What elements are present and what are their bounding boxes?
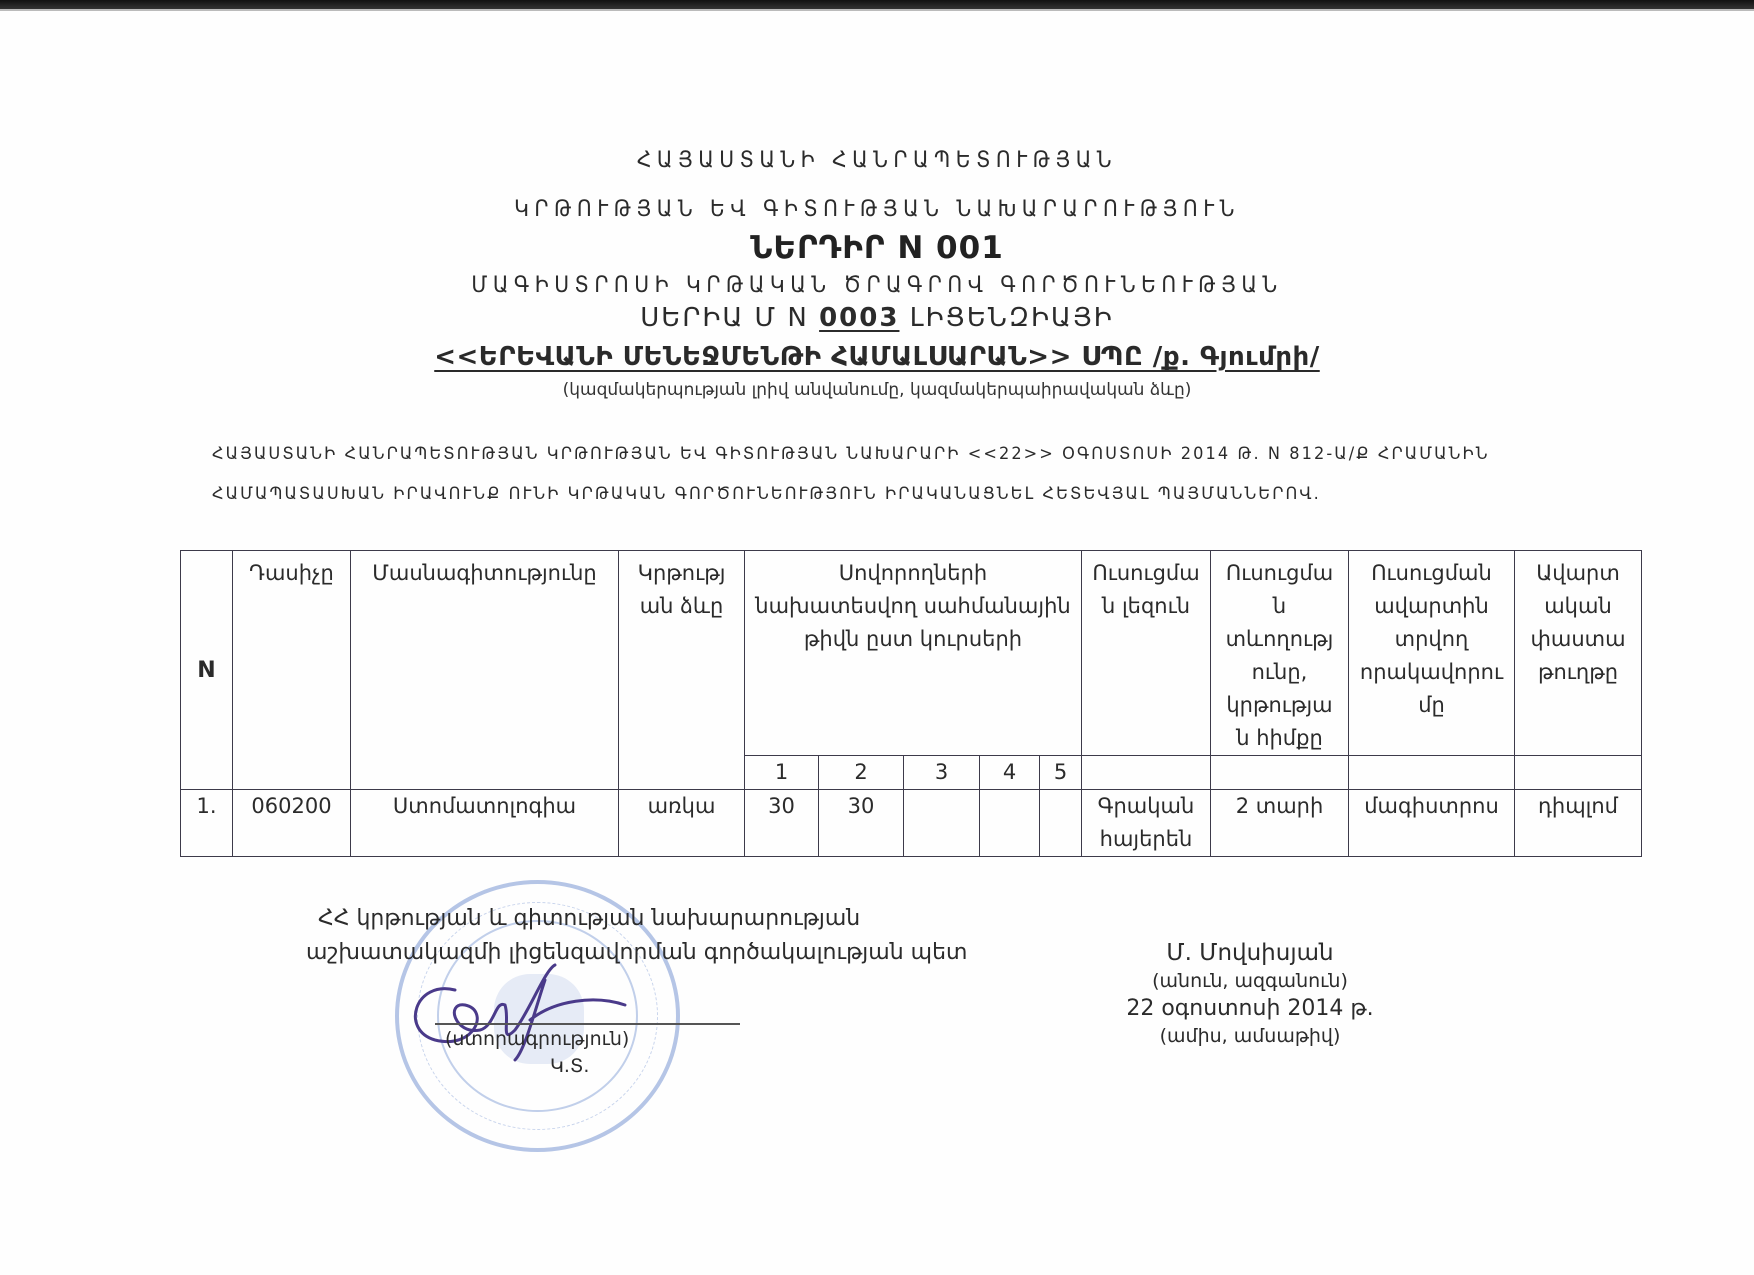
col-header-specialty: Մասնագիտությունը	[351, 551, 619, 790]
row-language: Գրական հայերեն	[1082, 790, 1211, 857]
paragraph-line-2: ՀԱՄԱՊԱՏԱՍԽԱՆ ԻՐԱՎՈՒՆՔ ՈՒՆԻ ԿՐԹԱԿԱՆ ԳՈՐԾՈՒՆԵՈՒԹՅՈՒՆ ԻՐԱԿԱՆԱՑՆԵԼ ՀԵՏԵՎՅԱԼ ՊԱՅՄԱՆՆԵՐՈՎ.	[212, 484, 1321, 504]
handwritten-signature	[395, 960, 695, 1070]
series-prefix: ՍԵՐԻԱ Մ N	[640, 303, 820, 333]
series-number: 0003	[819, 303, 900, 333]
scan-top-edge	[0, 0, 1754, 9]
row-course-1-count: 30	[745, 790, 819, 857]
row-course-3-count	[904, 790, 980, 857]
table-row	[181, 790, 1642, 857]
header-ministry: ԿՐԹՈՒԹՅԱՆ ԵՎ ԳԻՏՈՒԹՅԱՆ ՆԱԽԱՐԱՐՈՒԹՅՈՒՆ	[514, 197, 1240, 222]
row-code: 060200	[233, 790, 351, 857]
series-suffix: ԼԻՑԵՆԶԻԱՅԻ	[899, 303, 1114, 333]
course-5: 5	[1040, 756, 1082, 790]
organization-line	[0, 342, 1754, 372]
row-course-4-count	[980, 790, 1040, 857]
signatory-name: Մ. Մովսիսյան	[1166, 940, 1334, 966]
course-2: 2	[819, 756, 904, 790]
row-qualification: մագիստրոս	[1349, 790, 1515, 857]
table-header-row	[181, 551, 1642, 756]
empty-cell	[1211, 756, 1349, 790]
signatory-right	[1120, 940, 1380, 1047]
signatory-title-line-2: աշխատակազմի լիցենզավորման գործակալության պետ	[306, 940, 968, 965]
col-header-n: N	[181, 551, 233, 790]
header-program: ՄԱԳԻՍՏՐՈՍԻ ԿՐԹԱԿԱՆ ԾՐԱԳՐՈՎ ԳՈՐԾՈՒՆԵՈՒԹՅԱՆ	[471, 273, 1283, 298]
signing-date-caption: (ամիս, ամսաթիվ)	[1159, 1025, 1341, 1047]
signatory-title-line-1: ՀՀ կրթության և գիտության նախարարության	[318, 906, 861, 931]
organization-name: <<ԵՐԵՎԱՆԻ ՄԵՆԵՋՄԵՆԹԻ ՀԱՄԱԼՍԱՐԱՆ>> ՍՊԸ /ք. Գյումրի/	[434, 342, 1320, 372]
empty-cell	[1082, 756, 1211, 790]
license-table	[180, 550, 1642, 857]
col-header-document: Ավարտ ական փաստա թուղթը	[1515, 551, 1642, 756]
signature-line	[435, 1023, 740, 1025]
row-duration: 2 տարի	[1211, 790, 1349, 857]
organization-caption: (կազմակերպության լրիվ անվանումը, կազմակերպաիրավական ձևը)	[562, 380, 1192, 400]
signatory-name-caption: (անուն, ազգանուն)	[1152, 970, 1348, 992]
col-header-qualification: Ուսուցման ավարտին տրվող որակավորու մը	[1349, 551, 1515, 756]
col-header-form: Կրթությ ան ձևը	[619, 551, 745, 790]
col-header-duration: Ուսուցմա ն տևողությ ունը, կրթությա ն հիմքը	[1211, 551, 1349, 756]
col-header-language: Ուսուցմա ն լեզուն	[1082, 551, 1211, 756]
course-4: 4	[980, 756, 1040, 790]
seal-mark: Կ.Տ.	[550, 1055, 590, 1077]
course-3: 3	[904, 756, 980, 790]
empty-cell	[1349, 756, 1515, 790]
license-series	[0, 303, 1754, 333]
scan-top-edge-shadow	[0, 9, 1754, 11]
row-specialty: Ստոմատոլոգիա	[351, 790, 619, 857]
col-header-students: Սովորողների նախատեսվող սահմանային թիվն ըստ կուրսերի	[745, 551, 1082, 756]
row-course-2-count: 30	[819, 790, 904, 857]
paragraph-line-1: ՀԱՅԱՍՏԱՆԻ ՀԱՆՐԱՊԵՏՈՒԹՅԱՆ ԿՐԹՈՒԹՅԱՆ ԵՎ ԳԻՏՈՒԹՅԱՆ ՆԱԽԱՐԱՐԻ <<22>> ՕԳՈՍՏՈՍԻ 2014 Թ. N 812-Ա/Ք ՀՐԱՄԱՆԻՆ	[212, 444, 1490, 464]
signing-date: 22 օգոստոսի 2014 թ.	[1126, 996, 1374, 1021]
row-course-5-count	[1040, 790, 1082, 857]
course-1: 1	[745, 756, 819, 790]
header-country: ՀԱՅԱՍՏԱՆԻ ՀԱՆՐԱՊԵՏՈՒԹՅԱՆ	[636, 148, 1118, 173]
row-form: առկա	[619, 790, 745, 857]
col-header-code: Դասիչը	[233, 551, 351, 790]
row-document: դիպլոմ	[1515, 790, 1642, 857]
row-n: 1.	[181, 790, 233, 857]
empty-cell	[1515, 756, 1642, 790]
document-title: ՆԵՐԴԻՐ N 001	[750, 230, 1004, 266]
signature-caption: (ստորագրություն)	[445, 1028, 630, 1050]
